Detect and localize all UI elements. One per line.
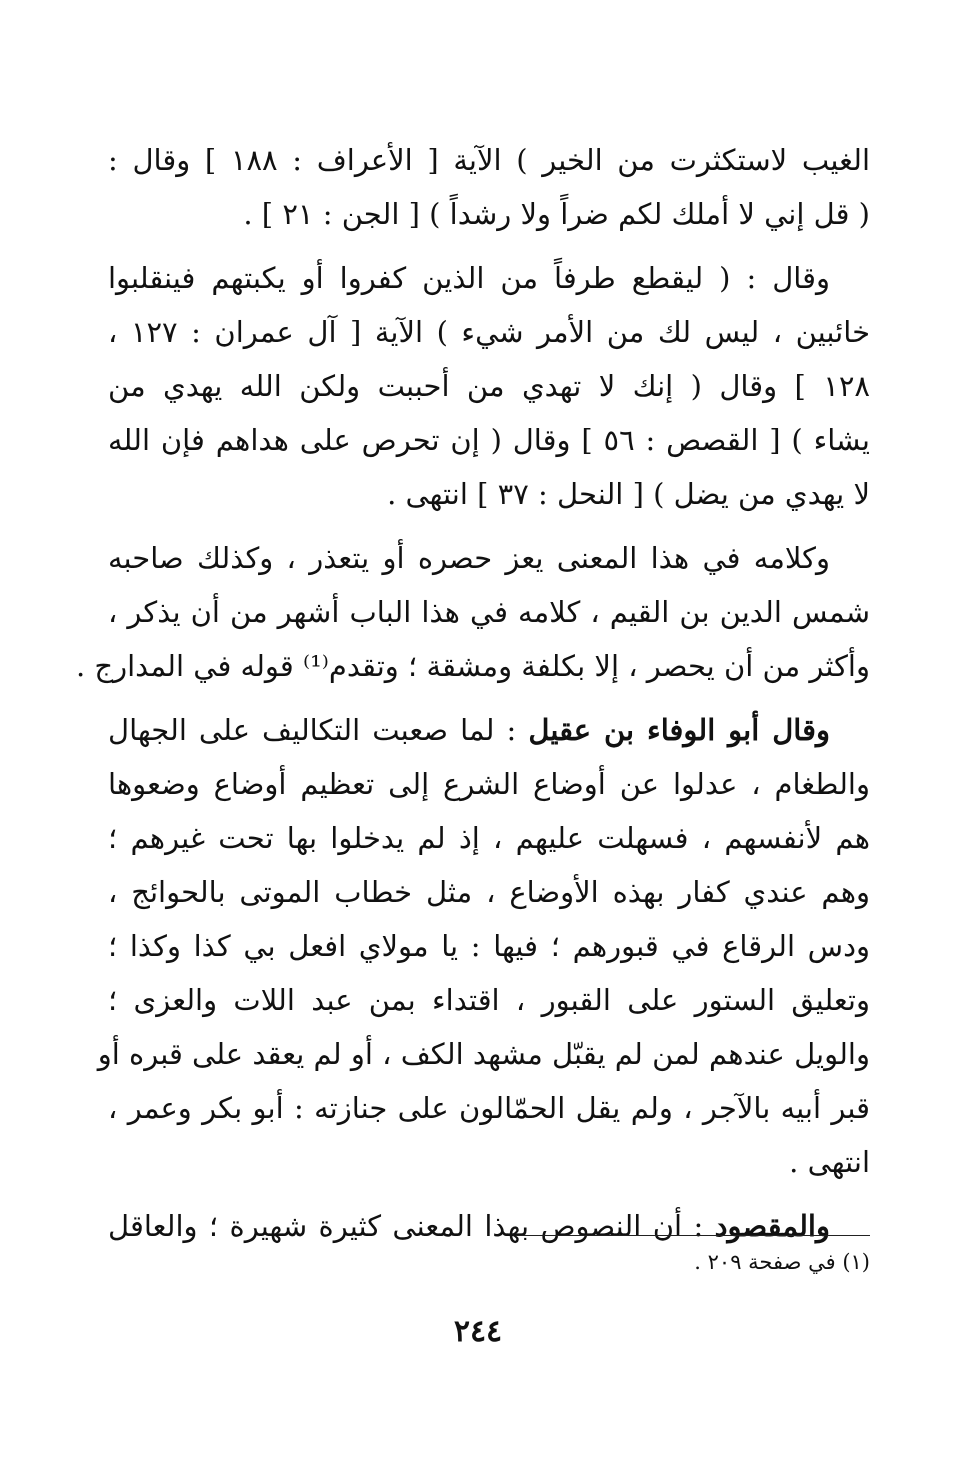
text-line: يشاء ) [ القصص : ٥٦ ] وقال ( إن تحرص على هداهم فإن الله [108, 423, 870, 457]
text-line: الغيب لاستكثرت من الخير ) الآية [ الأعراف : ١٨٨ ] وقال : [108, 143, 871, 177]
text-line: وهم عندي كفار بهذه الأوضاع ، مثل خطاب الموتى بالحوائج ، [108, 875, 870, 909]
text-line: شمس الدين بن القيم ، كلامه في هذا الباب أشهر من أن يذكر ، [108, 595, 870, 629]
lead-word: والمقصود [714, 1209, 830, 1243]
text-line: لا يهدي من يضل ) [ النحل : ٣٧ ] انتهى . [387, 477, 870, 511]
text-line: قبر أبيه بالآجر ، ولم يقل الحمّالون على جنازته : أبو بكر وعمر ، [108, 1091, 870, 1125]
text-line: ١٢٨ ] وقال ( إنك لا تهدي من أحببت ولكن الله يهدي من [108, 369, 870, 403]
text-line: والطغام ، عدلوا عن أوضاع الشرع إلى تعظيم أوضاع وضعوها [108, 767, 870, 801]
text-line: وكلامه في هذا المعنى يعز حصره أو يتعذر ، وكذلك صاحبه [108, 541, 830, 575]
body-text [75, 133, 871, 1253]
footnote-divider [516, 1235, 870, 1236]
text-line: ( قل إني لا أملك لكم ضراً ولا رشداً ) [ الجن : ٢١ ] . [243, 197, 870, 231]
text-line: انتهى . [789, 1145, 870, 1179]
footnote: (١) في صفحة ٢٠٩ . [694, 1250, 870, 1274]
text-run: : لما صعبت التكاليف على الجهال [108, 713, 529, 747]
speaker-name: وقال أبو الوفاء بن عقيل [528, 713, 830, 747]
text-line: ودس الرقاع في قبورهم ؛ فيها : يا مولاي افعل بي كذا وكذا ؛ [108, 929, 870, 963]
page-number: ٢٤٤ [453, 1314, 503, 1349]
text-line: خائبين ، ليس لك من الأمر شيء ) الآية [ آل عمران : ١٢٧ ، [108, 315, 870, 349]
text-line: وتعليق الستور على القبور ، اقتداء بمن عبد اللات والعزى ؛ [108, 983, 870, 1017]
text-line: وقال : ( ليقطع طرفاً من الذين كفروا أو يكبتهم فينقلبوا [108, 261, 830, 295]
text-line [108, 1199, 870, 1253]
text-run: : أن النصوص بهذا المعنى كثيرة شهيرة ؛ والعاقل [108, 1209, 715, 1243]
text-line [108, 703, 870, 757]
text-line: هم لأنفسهم ، فسهلت عليهم ، إذ لم يدخلوا بها تحت غيرهم ؛ [108, 821, 870, 855]
text-line: وأكثر من أن يحصر ، إلا بكلفة ومشقة ؛ وتقدم⁽¹⁾ قوله في المدارج . [75, 649, 870, 683]
text-line: والويل عندهم لمن لم يقبّل مشهد الكف ، أو لم يعقد على قبره أو [97, 1037, 870, 1071]
